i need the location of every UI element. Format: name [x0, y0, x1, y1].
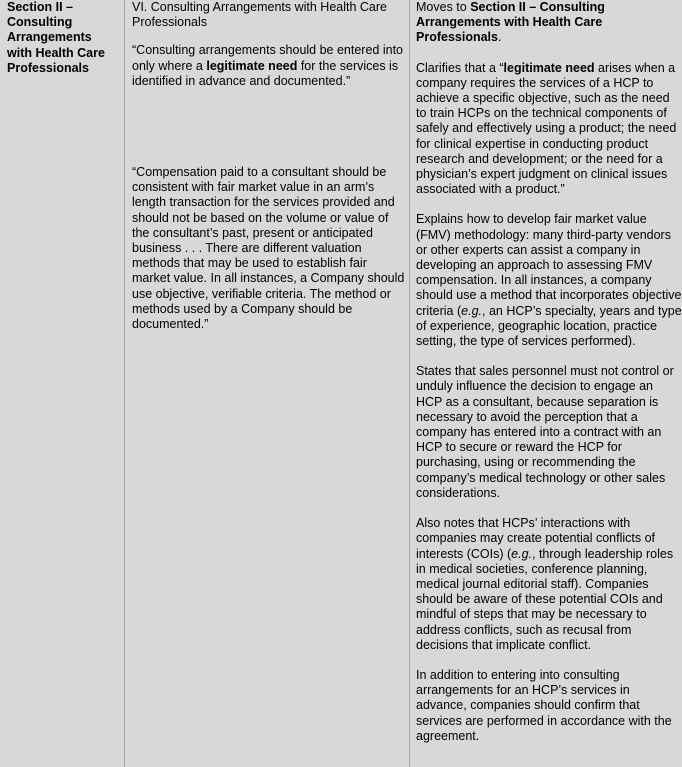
section-heading: Section II – Consulting Arrangements with Health Care Professionals [7, 0, 105, 75]
revision-column [409, 0, 682, 767]
code-section-title: VI. Consulting Arrangements with Health Care Professionals [132, 0, 387, 30]
section-column [0, 0, 124, 767]
advance-arrangements-paragraph: In addition to entering into consulting arrangements for an HCP’s services in advance, companies should confirm that services are performed in accordance with the agreement. [416, 667, 672, 743]
legitimate-need-paragraph: Clarifies that a “legitimate need arises when a company requires the services of a HCP to achieve a specific objective, such as the need to train HCPs on the technical components of safely and effectively using a product; the need for clinical expertise in conducting product research and development; or the need for a physician’s expert judgment on clinical issues associated with a product.” [416, 60, 677, 197]
compensation-quote: “Compensation paid to a consultant should be consistent with fair market value in an arm’s length transaction for the services provided and should not be based on the volume or value of the consultant’s past, present or anticipated business . . . There are different valuation methods that may be used to establish fair market value. In all instances, a Company should use objective, verifiable criteria. The method or methods used by a Company should be documented.” [132, 165, 405, 332]
revision-heading: Moves to Section II – Consulting Arrangements with Health Care Professionals. [416, 0, 605, 45]
sales-personnel-paragraph: States that sales personnel must not control or unduly influence the decision to engage an HCP as a consultant, because separation is necessary to avoid the perception that a company has entered into a contract with an HCP to secure or reward the HCP for purchasing, using or recommending the company’s medical technology or other sales considerations. [416, 364, 674, 500]
fmv-paragraph: Explains how to develop fair market value (FMV) methodology: many third-party vendors or other experts can assist a company in developing an approach to assessing FMV compensation. In all instances, a company should use a method that incorporates objective criteria (e.g., an HCP’s specialty, years and type of experience, geographic location, practice setting, the type of services performed). [416, 212, 682, 349]
coi-paragraph: Also notes that HCPs’ interactions with companies may create potential conflicts of interests (COIs) (e.g., through leadership roles in medical societies, conference planning, medical journal editorial staff). Companies should be aware of these potential COIs and mindful of steps that may be necessary to address conflicts, such as recusal from decisions that implicate conflict. [416, 516, 674, 652]
legitimate-need-quote: “Consulting arrangements should be entered into only where a legitimate need for the services is identified in advance and documented.” [132, 43, 404, 88]
original-code-column [124, 0, 409, 767]
